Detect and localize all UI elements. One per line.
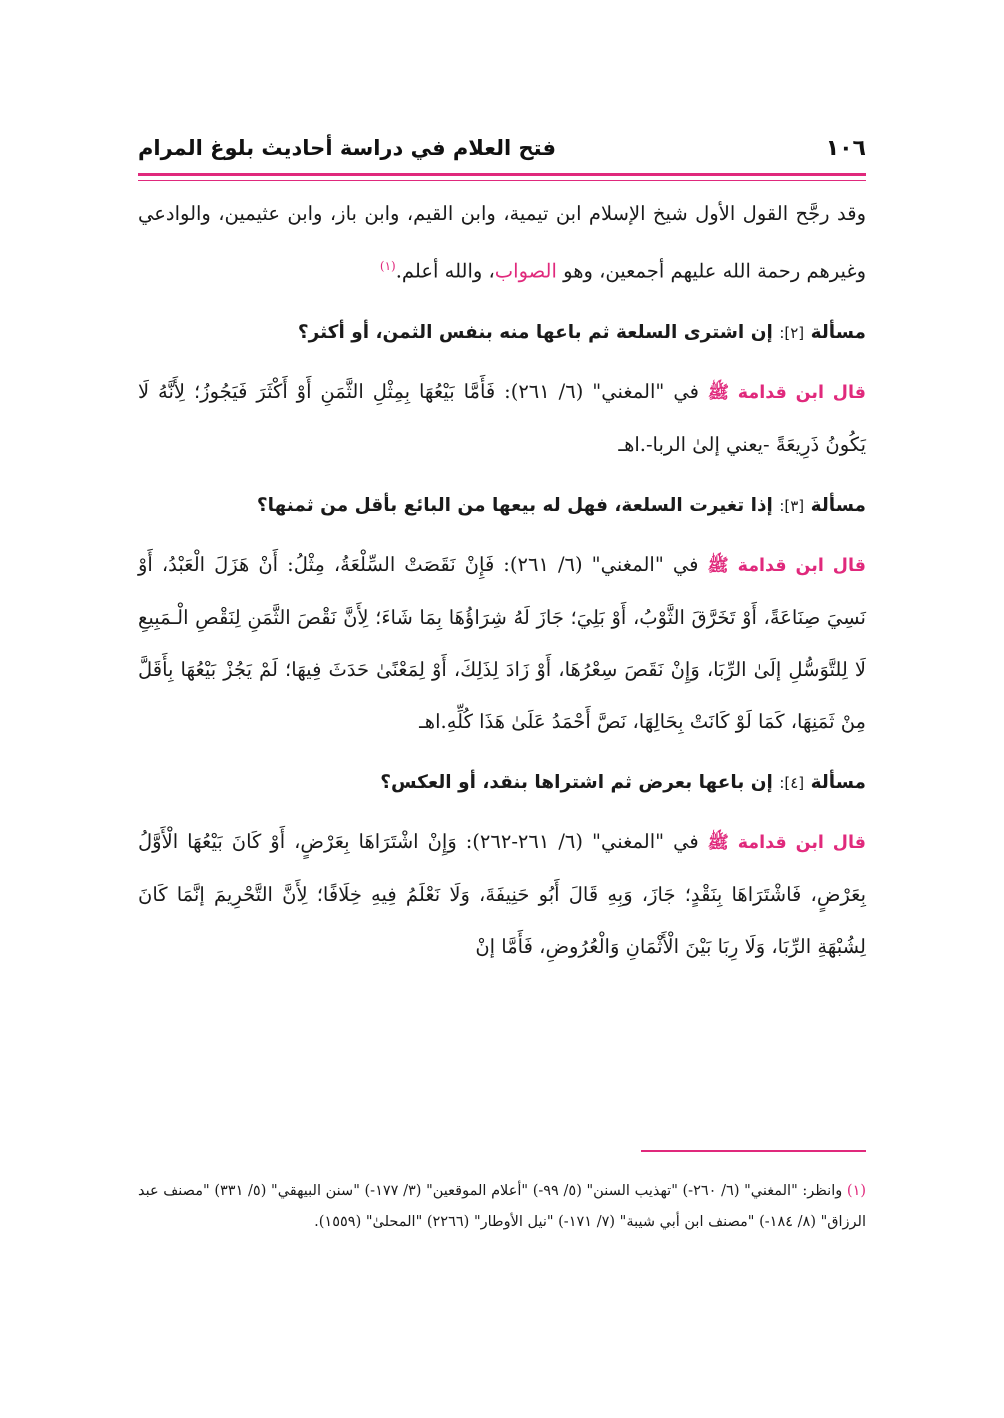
paragraph-1 (138, 188, 866, 298)
issue-label: مسألة (810, 771, 866, 793)
paragraph-1-end: ، والله أعلم. (395, 259, 495, 283)
issue-number: [٤]: (779, 773, 805, 792)
header-rule-thick (138, 173, 866, 176)
issue-label: مسألة (810, 321, 866, 343)
issue-4-quote (138, 816, 866, 973)
quote-text: في "المغني" (٦/ ٢٦١): فَإِنْ نَقَصَتْ السِّلْعَةُ، مِثْلُ: أَنْ هَزَلَ الْعَبْدُ، أَوْ نَسِيَ صِنَاعَةً، أَوْ تَخَرَّقَ الثَّوْبُ، أَوْ بَلِيَ؛ جَازَ لَهُ شِرَاؤُهَا بِمَا شَاءَ؛ لِأَنَّ نَقْصَ الثَّمَنِ لِنَقْصِ الْـمَبِيعِ لَا لِلتَّوَسُّلِ إلَىٰ الرِّبَا، وَإِنْ نَقَصَ سِعْرُهَا، أَوْ زَادَ لِذَلِكَ، أَوْ لِمَعْنًىٰ حَدَثَ فِيهَا؛ لَمْ يَجُزْ بَيْعُهَا بِأَقَلَّ مِنْ ثَمَنِهَا، كَمَا لَوْ كَانَتْ بِحَالِهَا، نَصَّ أَحْمَدُ عَلَىٰ هَذَا كُلِّهِ.اهـ (138, 552, 866, 733)
page-header (138, 128, 866, 168)
paragraph-1-text: وقد رجَّح القول الأول شيخ الإسلام ابن تيمية، وابن القيم، وابن باز، وابن عثيمين، والوادعي وغيرهم رحمة الله عليهم أجمعين، وهو (138, 202, 866, 283)
footnote-text: وانظر: "المغني" (٦/ ٢٦٠-) "تهذيب السنن" (٥/ ٩٩-) "أعلام الموقعين" (٣/ ١٧٧-) "سنن البيهقي" (٥/ ٣٣١) "مصنف عبد الرزاق" (٨/ ١٨٤-) "مصنف ابن أبي شيبة" (٧/ ١٧١-) "نيل الأوطار" (٢٢٦٦) "المحلىٰ" (١٥٥٩). (138, 1183, 866, 1230)
issue-2-heading (138, 308, 866, 358)
highlight-word: الصواب (494, 259, 557, 283)
quote-author: قال ابن قدامة ﷺ (707, 555, 867, 576)
footnote-separator (641, 1150, 866, 1152)
issue-3-quote (138, 539, 866, 748)
quote-author: قال ابن قدامة ﷺ (707, 832, 866, 853)
issue-title: إذا تغيرت السلعة، فهل له بيعها من البائع بأقل من ثمنها؟ (256, 494, 773, 516)
issue-title: إن اشترى السلعة ثم باعها منه بنفس الثمن، أو أكثر؟ (297, 321, 773, 343)
issue-number: [٣]: (779, 496, 805, 515)
issue-4-heading (138, 758, 866, 808)
issue-label: مسألة (810, 494, 866, 516)
issue-3-heading (138, 481, 866, 531)
header-rule-thin (138, 180, 866, 181)
quote-author: قال ابن قدامة ﷺ (707, 382, 866, 403)
quote-text: في "المغني" (٦/ ٢٦١): فَأَمَّا بَيْعُهَا بِمِثْلِ الثَّمَنِ أَوْ أَكْثَرَ فَيَجُوزُ؛ لِأَنَّهُ لَا يَكُونُ ذَرِيعَةً -يعني إلىٰ الربا-.اهـ (138, 379, 866, 456)
quote-text: في "المغني" (٦/ ٢٦١-٢٦٢): وَإِنْ اشْتَرَاهَا بِعَرْضٍ، أَوْ كَانَ بَيْعُهَا الْأَوَّلُ بِعَرْضٍ، فَاشْتَرَاهَا بِنَقْدٍ؛ جَازَ، وَبِهِ قَالَ أَبُو حَنِيفَةَ، وَلَا نَعْلَمُ فِيهِ خِلَافًا؛ لِأَنَّ التَّحْرِيمَ إنَّمَا كَانَ لِشُبْهَةِ الرِّبَا، وَلَا رِبَا بَيْنَ الْأَثْمَانِ وَالْعُرُوضِ، فَأَمَّا إنْ (138, 829, 866, 958)
main-text (138, 188, 866, 973)
footnote (138, 1176, 866, 1238)
book-title: فتح العلام في دراسة أحاديث بلوغ المرام (138, 136, 556, 160)
page-number: ١٠٦ (825, 135, 866, 161)
issue-title: إن باعها بعرض ثم اشتراها بنقد، أو العكس؟ (380, 771, 773, 793)
issue-number: [٢]: (779, 323, 805, 342)
footnote-ref[interactable]: (١) (379, 259, 396, 273)
issue-2-quote (138, 366, 866, 471)
footnote-number: (١) (846, 1183, 867, 1199)
